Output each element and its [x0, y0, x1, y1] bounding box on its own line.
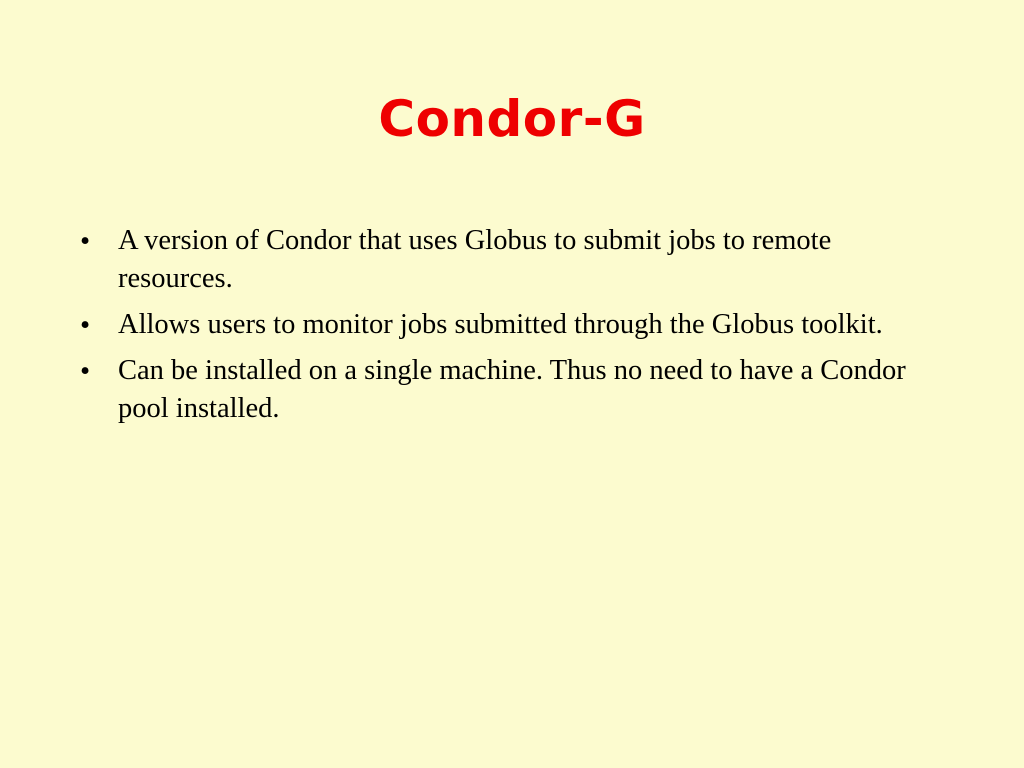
page-title: Condor-G	[378, 90, 646, 148]
list-item	[80, 222, 960, 298]
bullet-list	[80, 222, 960, 436]
bullet-icon: •	[80, 309, 91, 341]
list-item-text: Can be installed on a single machine. Thus no need to have a Condor pool installed.	[118, 355, 906, 424]
list-item	[80, 352, 960, 428]
list-item-text: Allows users to monitor jobs submitted through the Globus toolkit.	[118, 309, 883, 340]
bullet-icon: •	[80, 225, 91, 257]
list-item	[80, 306, 960, 344]
list-item-text: A version of Condor that uses Globus to submit jobs to remote resources.	[118, 225, 832, 294]
bullet-icon: •	[80, 355, 91, 387]
